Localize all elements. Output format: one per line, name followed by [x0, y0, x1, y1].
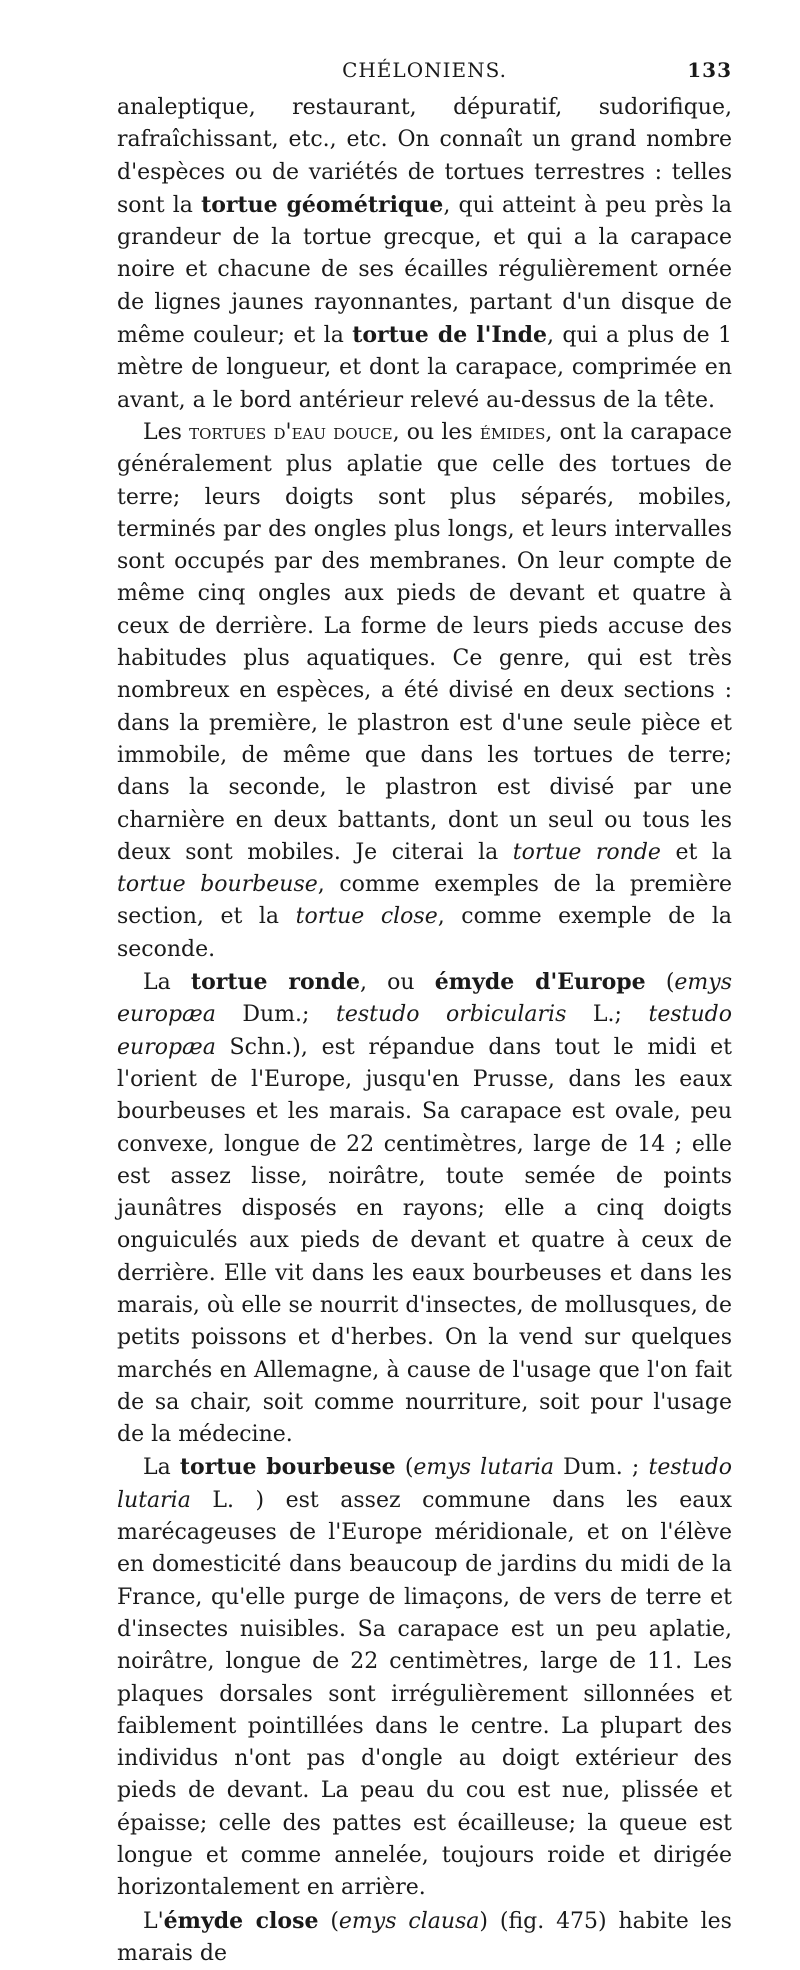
text-run: Dum. ;	[553, 1455, 649, 1481]
bold-term: tortue ronde	[190, 969, 360, 996]
italic-term: emys europæa	[117, 970, 733, 1028]
text-run: Les	[143, 419, 190, 445]
body-text	[117, 92, 732, 1970]
paragraph-p5	[117, 1905, 732, 1970]
text-run: et la	[660, 839, 732, 865]
sc-term: émides	[479, 419, 546, 445]
bold-term: tortue bourbeuse	[179, 1454, 396, 1481]
text-run: , ont la carapace généralement plus aplatie que celle des tortues de terre; leurs doigts sont plus séparés, mobiles, terminés par des ongles plus longs, et leurs intervalles sont occupés par des membranes. On leur compte de même cinq ongles aux pieds de devant et quatre à ceux de derrière. La forme de leurs pieds accuse des habitudes plus aquatiques. Ce genre, qui est très nombreux en espèces, a été divisé en deux sections : dans la première, le plastron est d'une seule pièce et immobile, de même que dans les tortues de terre; dans la seconde, le plastron est divisé par une charnière en deux battants, dont un seul ou tous les deux sont mobiles. Je citerai la	[117, 419, 732, 865]
text-run: La	[143, 1455, 180, 1481]
italic-term: testudo orbicularis	[335, 1002, 567, 1028]
text-run: , ou les	[392, 419, 480, 445]
italic-term: tortue bourbeuse	[117, 872, 318, 898]
text-run: La	[143, 970, 191, 996]
text-run: , qui a plus de 1 mètre de longueur, et dont la carapace, comprimée en avant, a le bord antérieur relevé au-dessus de la tête.	[117, 323, 732, 413]
running-title: CHÉLONIENS.	[342, 58, 507, 82]
italic-term: emys clausa	[338, 1908, 480, 1934]
text-run: Dum.;	[215, 1002, 336, 1028]
page-number: 133	[687, 58, 732, 82]
text-run: (	[318, 1908, 339, 1934]
bold-term: tortue de l'Inde	[352, 322, 548, 349]
italic-term: emys lutaria	[413, 1455, 554, 1481]
text-run: (	[395, 1455, 414, 1481]
text-run: Schn.), est répandue dans tout le midi et l'orient de l'Europe, jusqu'en Prusse, dans les eaux bourbeuses et les marais. Sa carapace est ovale, peu convexe, longue de 22 centimètres, large de 14 ; elle est assez lisse, noirâtre, toute semée de points jaunâtres disposés en rayons; elle a cinq doigts onguiculés aux pieds de devant et quatre à ceux de derrière. Elle vit dans les eaux bourbeuses et dans les marais, où elle se nourrit d'insectes, de mollusques, de petits poissons et d'herbes. On la vend sur quelques marchés en Allemagne, à cause de l'usage que l'on fait de sa chair, soit comme nourriture, soit pour l'usage de la médecine.	[117, 1034, 732, 1448]
italic-term: tortue close	[295, 904, 438, 930]
paragraph-p1	[117, 92, 732, 417]
paragraph-p4	[117, 1451, 732, 1904]
text-run: L. ) est assez commune dans les eaux marécageuses de l'Europe méridionale, et on l'élève en domesticité dans beaucoup de jardins du midi de la France, qu'elle purge de limaçons, de vers de terre et d'insectes nuisibles. Sa carapace est un peu aplatie, noirâtre, longue de 22 centimètres, large de 11. Les plaques dorsales sont irrégulièrement sillonnées et faiblement pointillées dans le centre. La plupart des individus n'ont pas d'ongle au doigt extérieur des pieds de devant. La peau du cou est nue, plissée et épaisse; celle des pattes est écailleuse; la queue est longue et comme annelée, toujours roide et dirigée horizontalement en arrière.	[117, 1487, 732, 1901]
sc-term: tortues d'eau douce	[189, 419, 393, 445]
italic-term: testudo lutaria	[117, 1455, 732, 1513]
text-run: L.;	[566, 1002, 649, 1028]
text-run: analeptique, restaurant, dépuratif, sudorifique, rafraîchissant, etc., etc. On connaît un grand nombre d'espèces ou de variétés de tortues terrestres : telles sont la	[117, 95, 732, 218]
paragraph-p2	[117, 417, 732, 966]
italic-term: testudo europæa	[117, 1002, 732, 1060]
text-run: (	[645, 970, 675, 996]
paragraph-p3	[117, 966, 732, 1451]
bold-term: tortue géométrique	[201, 191, 444, 218]
text-run: , qui atteint à peu près la grandeur de la tortue grecque, et qui a la carapace noire et chacune de ses écailles régulièrement ornée de lignes jaunes rayonnantes, partant d'un disque de même couleur; et la	[117, 192, 732, 349]
text-run: , comme exemples de la première section, et la	[117, 872, 732, 930]
text-run: ) (fig. 475) habite les marais de	[117, 1908, 732, 1966]
text-run: L'	[143, 1908, 164, 1934]
text-run: , ou	[360, 970, 435, 996]
italic-term: tortue ronde	[512, 839, 661, 865]
page-header	[117, 58, 732, 92]
bold-term: émyde close	[163, 1907, 319, 1934]
text-run: , comme exemple de la seconde.	[117, 904, 732, 962]
bold-term: émyde d'Europe	[434, 969, 646, 996]
